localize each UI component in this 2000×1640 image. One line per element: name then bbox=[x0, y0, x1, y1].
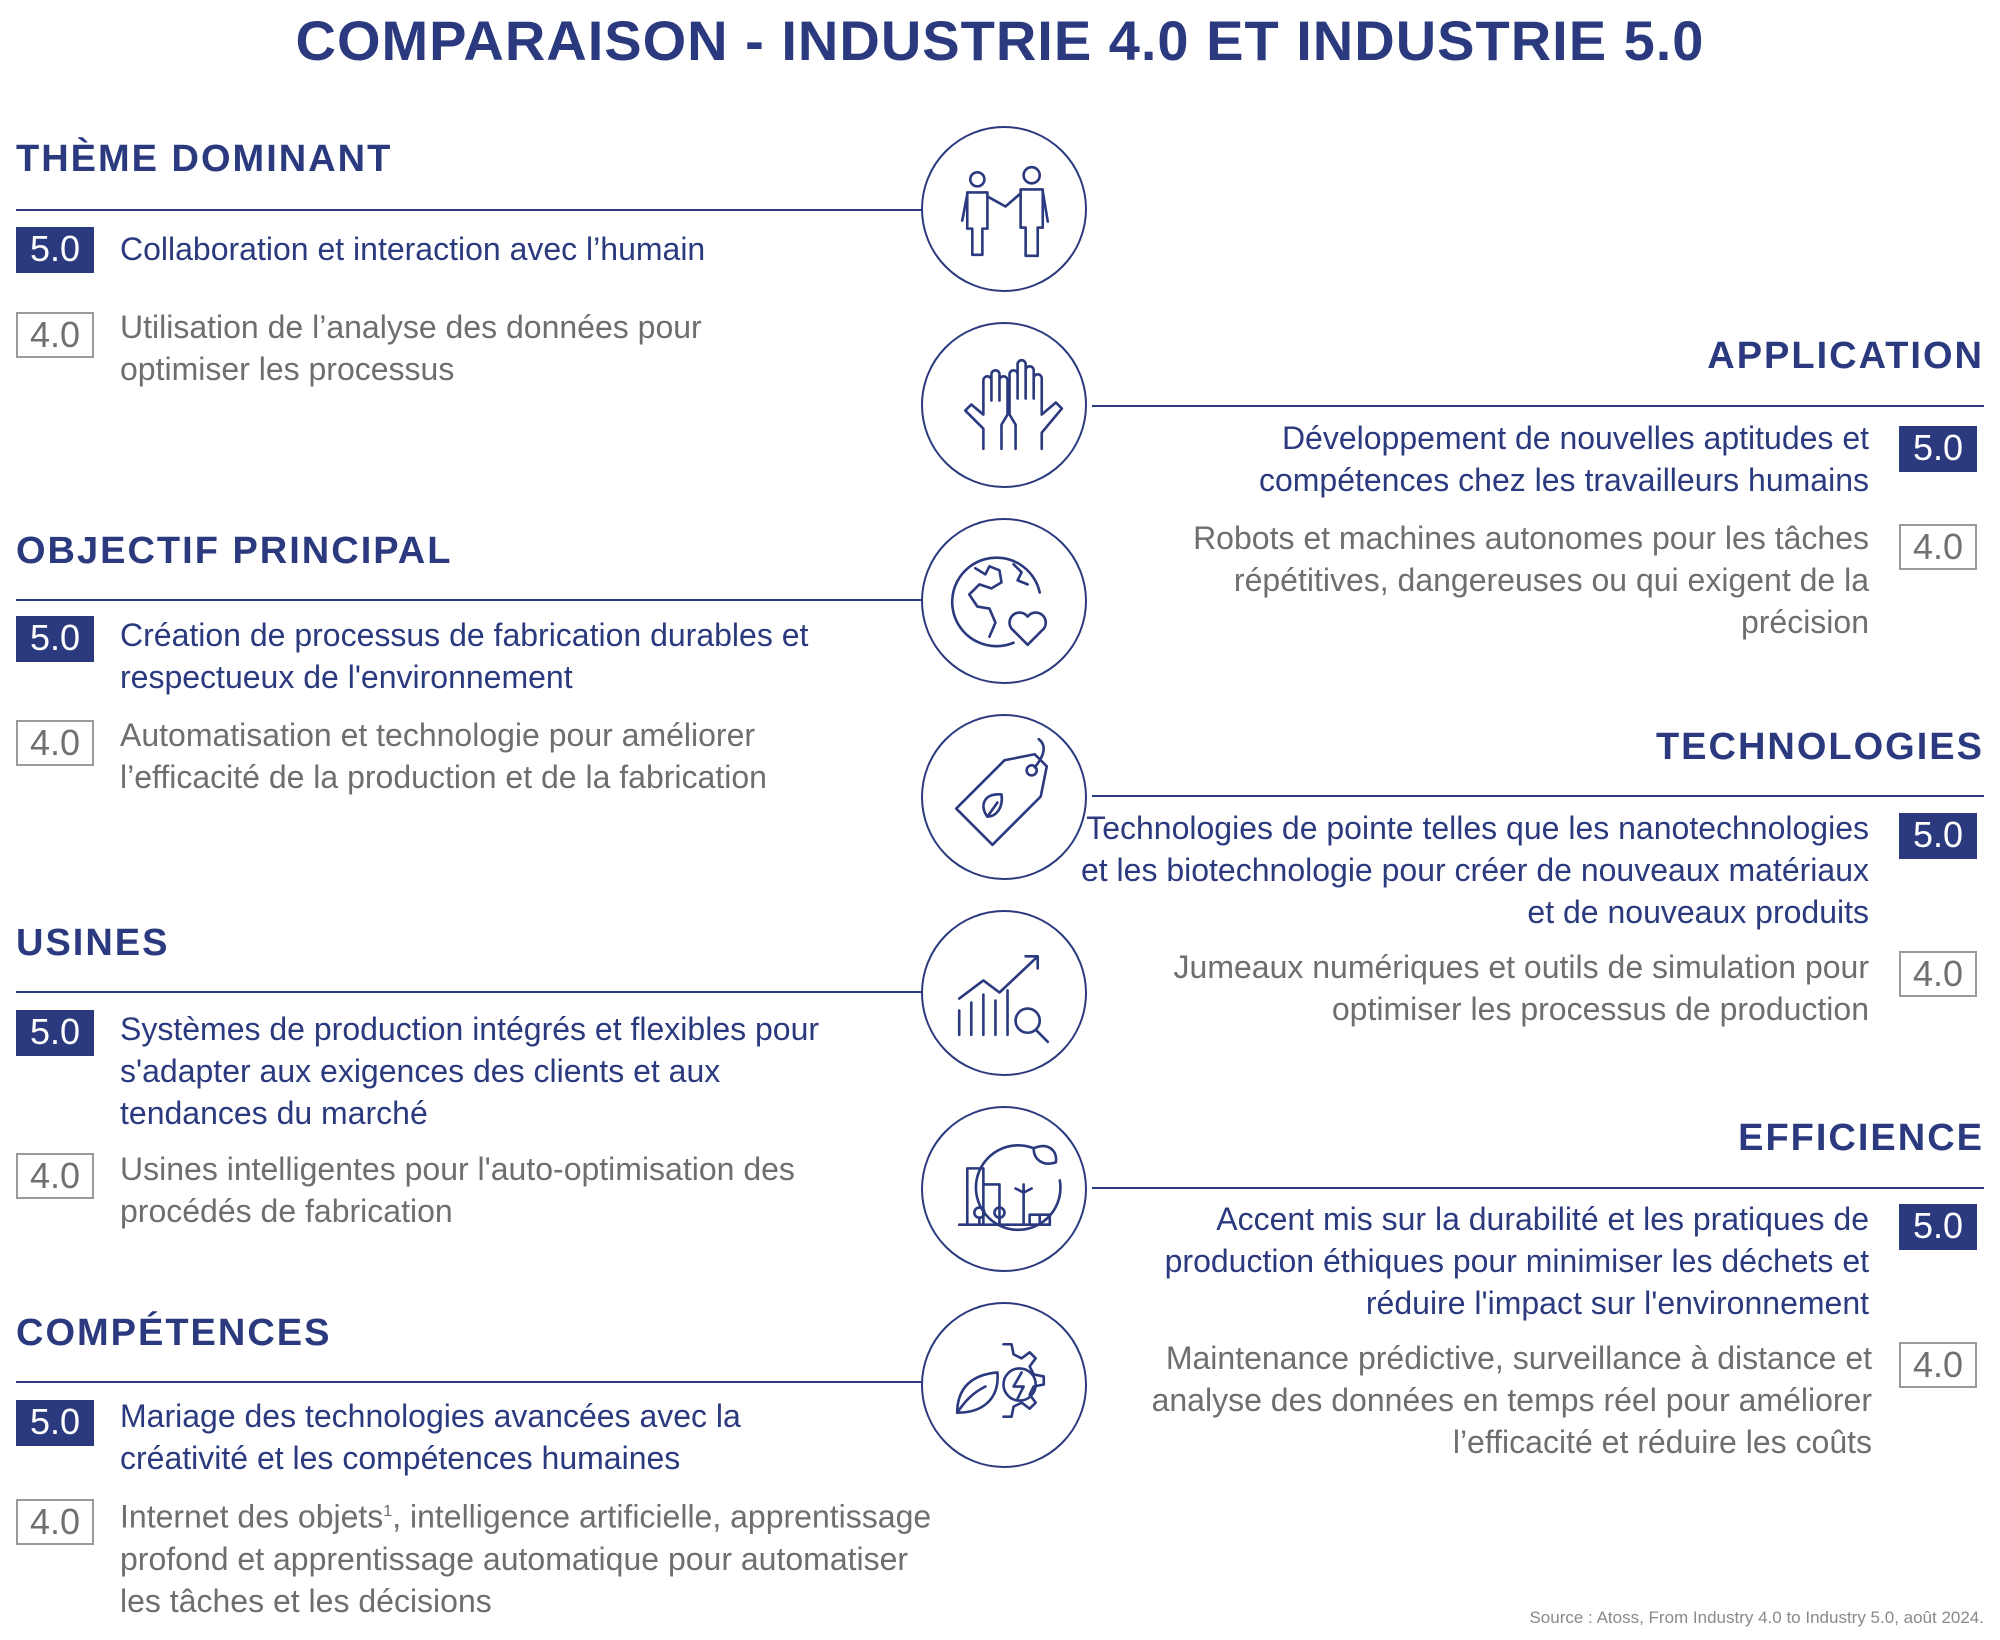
efficience-4-0-text: Maintenance prédictive, surveillance à distance et analyse des données en temps réel pour améliorer l’efficacité et réduire les coûts bbox=[1151, 1340, 1872, 1460]
technologies-4-0-text: Jumeaux numériques et outils de simulation pour optimiser les processus de production bbox=[1173, 949, 1869, 1027]
badge-5-0: 5.0 bbox=[16, 616, 94, 662]
badge-4-0: 4.0 bbox=[16, 1499, 94, 1545]
badge-5-0: 5.0 bbox=[1899, 813, 1977, 859]
section-title-objectif-principal: OBJECTIF PRINCIPAL bbox=[16, 530, 453, 572]
usines-5-0-text: Systèmes de production intégrés et flexibles pour s'adapter aux exigences des clients et aux tendances du marché bbox=[120, 1011, 820, 1131]
badge-4-0: 4.0 bbox=[16, 312, 94, 358]
people-handshake-icon bbox=[921, 126, 1087, 292]
section-divider bbox=[16, 1381, 922, 1383]
theme-dominant-5-0-text: Collaboration et interaction avec l’humain bbox=[120, 231, 706, 267]
globe-heart-icon bbox=[921, 518, 1087, 684]
efficience-5-0-text: Accent mis sur la durabilité et les pratiques de production éthiques pour minimiser les déchets et réduire l'impact sur l'environnement bbox=[1164, 1201, 1869, 1321]
green-city-icon bbox=[921, 1106, 1087, 1272]
growth-chart-magnifier-icon bbox=[921, 910, 1087, 1076]
badge-4-0: 4.0 bbox=[1899, 951, 1977, 997]
badge-5-0: 5.0 bbox=[16, 227, 94, 273]
badge-5-0: 5.0 bbox=[1899, 1204, 1977, 1250]
objectif-principal-4-0-text: Automatisation et technologie pour améliorer l’efficacité de la production et de la fabrication bbox=[120, 717, 767, 795]
section-divider bbox=[1092, 1187, 1984, 1189]
section-divider bbox=[16, 991, 922, 993]
gear-leaf-energy-icon bbox=[921, 1302, 1087, 1468]
application-5-0-text: Développement de nouvelles aptitudes et compétences chez les travailleurs humains bbox=[1258, 420, 1869, 498]
section-divider bbox=[16, 209, 922, 211]
badge-4-0: 4.0 bbox=[1899, 524, 1977, 570]
badge-4-0: 4.0 bbox=[1899, 1342, 1977, 1388]
badge-5-0: 5.0 bbox=[1899, 426, 1977, 472]
section-title-usines: USINES bbox=[16, 922, 170, 964]
competences-4-0-text: Internet des objets$^1$, intelligence artificielle, apprentissage profond et apprentissage automatique pour automatiser les tâches et les décisions bbox=[120, 1498, 932, 1619]
eco-tag-icon bbox=[921, 714, 1087, 880]
theme-dominant-4-0-text: Utilisation de l’analyse des données pour optimiser les processus bbox=[120, 309, 702, 387]
usines-4-0-text: Usines intelligentes pour l'auto-optimisation des procédés de fabrication bbox=[120, 1151, 795, 1229]
competences-5-0-text: Mariage des technologies avancées avec la créativité et les compétences humaines bbox=[120, 1398, 741, 1476]
section-title-application: APPLICATION bbox=[1707, 335, 1984, 377]
section-divider bbox=[1092, 795, 1984, 797]
application-4-0-text: Robots et machines autonomes pour les tâches répétitives, dangereuses ou qui exigent de la précision bbox=[1193, 520, 1869, 640]
section-title-efficience: EFFICIENCE bbox=[1738, 1117, 1984, 1159]
section-divider bbox=[1092, 405, 1984, 407]
section-title-technologies: TECHNOLOGIES bbox=[1655, 726, 1984, 768]
section-divider bbox=[16, 599, 922, 601]
raised-hands-icon bbox=[921, 322, 1087, 488]
badge-5-0: 5.0 bbox=[16, 1010, 94, 1056]
section-title-competences: COMPÉTENCES bbox=[16, 1312, 332, 1354]
source-note: Source : Atoss, From Industry 4.0 to Industry 5.0, août 2024. bbox=[1529, 1608, 1984, 1627]
badge-5-0: 5.0 bbox=[16, 1400, 94, 1446]
objectif-principal-5-0-text: Création de processus de fabrication durables et respectueux de l'environnement bbox=[120, 617, 809, 695]
technologies-5-0-text: Technologies de pointe telles que les nanotechnologies et les biotechnologie pour créer de nouveaux matériaux et de nouveaux produits bbox=[1080, 810, 1869, 930]
badge-4-0: 4.0 bbox=[16, 720, 94, 766]
page-title: COMPARAISON - INDUSTRIE 4.0 ET INDUSTRIE 5.0 bbox=[295, 9, 1705, 72]
section-title-theme-dominant: THÈME DOMINANT bbox=[16, 138, 393, 180]
badge-4-0: 4.0 bbox=[16, 1153, 94, 1199]
